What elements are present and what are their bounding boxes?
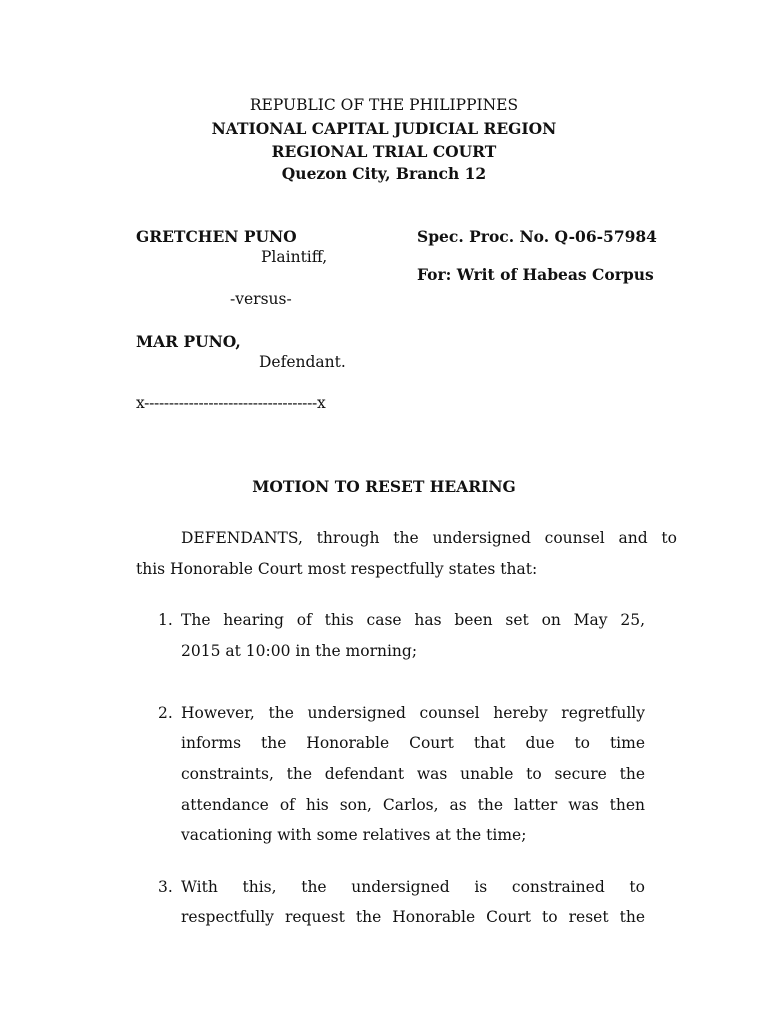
motion-title: MOTION TO RESET HEARING	[252, 477, 516, 496]
versus-label: -versus-	[230, 290, 292, 308]
item-number: 1.	[158, 611, 173, 629]
court-region: NATIONAL CAPITAL JUDICIAL REGION	[211, 119, 557, 138]
court-republic: REPUBLIC OF THE PHILIPPINES	[249, 96, 519, 114]
court-branch: Quezon City, Branch 12	[281, 164, 487, 183]
caption-separator: x-----------------------------------x	[136, 394, 326, 412]
item-1-line-1: The hearing of this case has been set on May 25,	[181, 611, 645, 629]
case-nature: For: Writ of Habeas Corpus	[417, 265, 654, 284]
defendant-role: Defendant.	[259, 353, 346, 371]
item-3-line-2: respectfully request the Honorable Court to reset the	[181, 908, 645, 926]
item-number: 3.	[158, 878, 173, 896]
plaintiff-role: Plaintiff,	[261, 248, 328, 266]
item-1-line-2: 2015 at 10:00 in the morning;	[181, 642, 418, 660]
item-2-line-3: constraints, the defendant was unable to secure the	[181, 765, 645, 783]
item-number: 2.	[158, 704, 173, 722]
item-2-line-2: informs the Honorable Court that due to time	[181, 734, 645, 752]
item-2-line-1: However, the undersigned counsel hereby regretfully	[181, 704, 645, 722]
item-2-line-4: attendance of his son, Carlos, as the latter was then	[181, 796, 645, 814]
intro-line-2: this Honorable Court most respectfully states that:	[136, 560, 538, 578]
intro-line-1: DEFENDANTS, through the undersigned counsel and to	[181, 529, 677, 547]
item-2-line-5: vacationing with some relatives at the time;	[181, 826, 527, 844]
court-name: REGIONAL TRIAL COURT	[271, 142, 497, 161]
defendant-name: MAR PUNO,	[136, 332, 241, 351]
plaintiff-name: GRETCHEN PUNO	[136, 227, 297, 246]
item-3-line-1: With this, the undersigned is constrained to	[181, 878, 645, 896]
case-number: Spec. Proc. No. Q-06-57984	[417, 227, 657, 246]
